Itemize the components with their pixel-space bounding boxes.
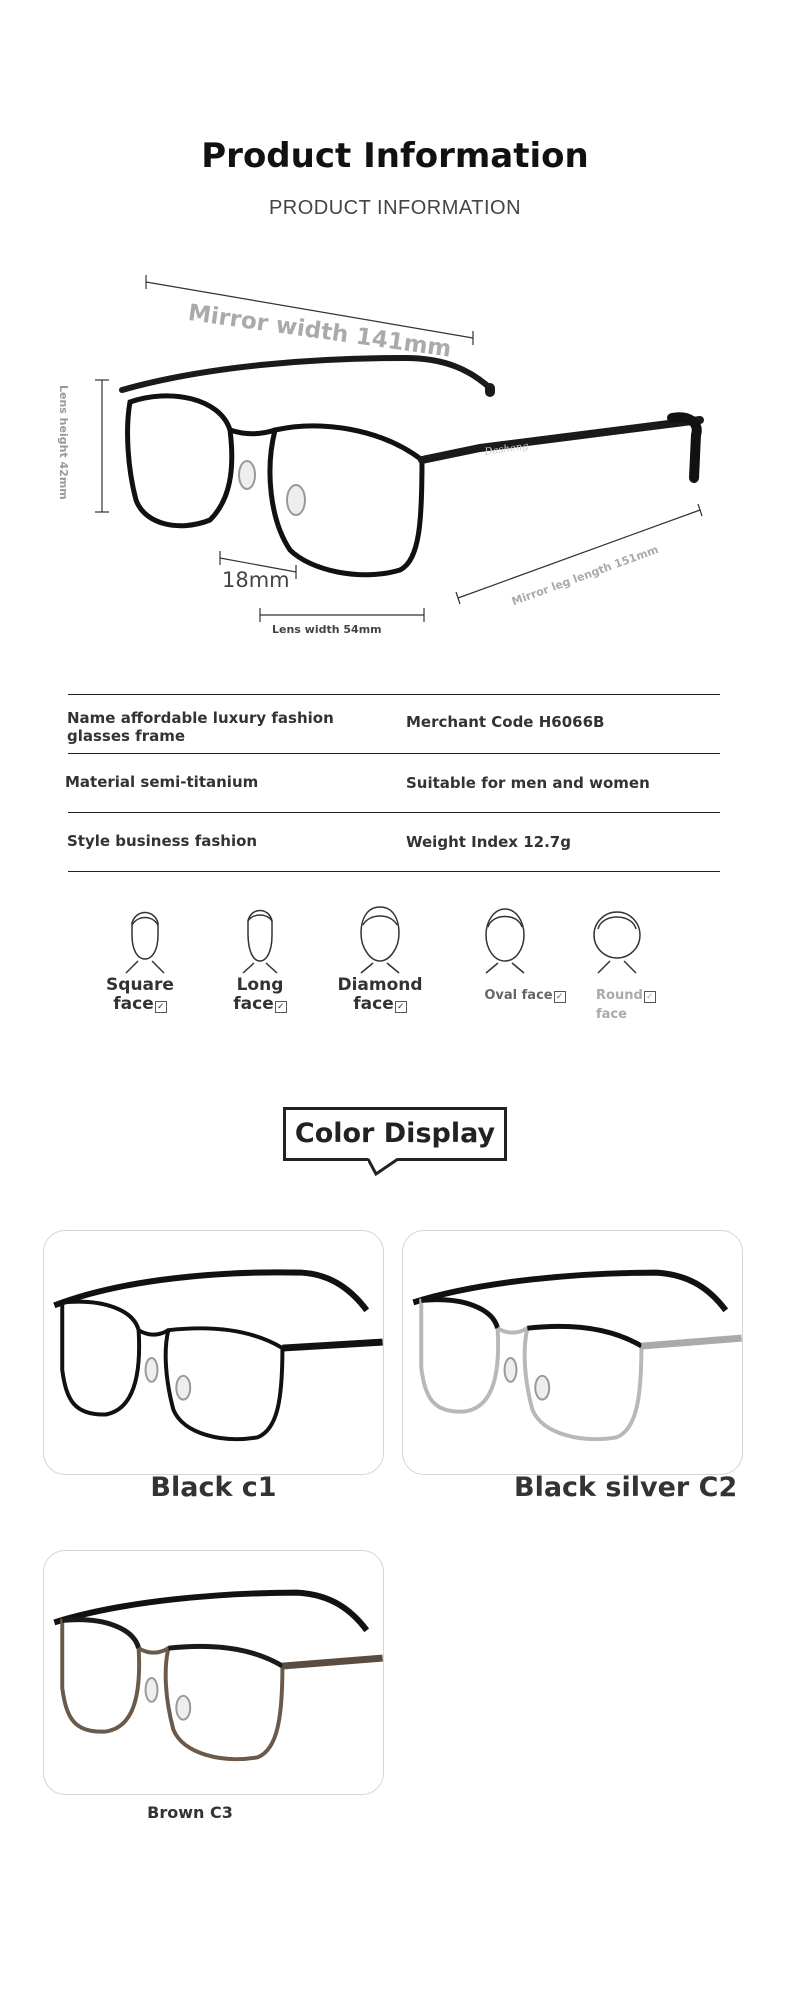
spec-divider — [68, 871, 720, 872]
glasses-black-silver-image — [403, 1231, 742, 1474]
check-icon: ✓ — [554, 991, 566, 1003]
spec-divider — [68, 694, 720, 695]
color-caption-black: Black c1 — [150, 1472, 277, 1503]
round-face-icon — [594, 912, 640, 973]
face-diamond: Diamond face ✓ — [337, 975, 423, 1014]
face-shape-icons — [120, 905, 660, 975]
face-oval: Oval face ✓ — [470, 986, 580, 1005]
color-card-brown[interactable] — [43, 1550, 384, 1795]
spec-merchant-code: Merchant Code H6066B — [406, 713, 605, 731]
color-display-heading: Color Display — [283, 1107, 507, 1161]
glasses-left-lens — [128, 396, 232, 526]
page-subtitle: PRODUCT INFORMATION — [268, 197, 522, 219]
face-square: Square face ✓ — [106, 975, 174, 1014]
temple-brand-text: Dasheng — [483, 440, 530, 458]
square-face-icon — [126, 913, 164, 974]
page-title: Product Information — [201, 136, 589, 176]
bridge-label: 18mm — [222, 568, 290, 592]
color-caption-brown: Brown C3 — [147, 1803, 233, 1822]
spec-weight: Weight Index 12.7g — [406, 833, 571, 851]
check-icon: ✓ — [155, 1001, 167, 1013]
color-caption-black-silver: Black silver C2 — [514, 1472, 738, 1503]
spec-style: Style business fashion — [67, 832, 258, 850]
mirror-width-label: Mirror width 141mm — [186, 300, 453, 363]
spec-name: Name affordable luxury fashion glasses frame — [67, 709, 334, 745]
spec-divider — [68, 753, 720, 754]
leg-length-dimension-line — [456, 504, 702, 604]
face-long: Long face ✓ — [220, 976, 300, 1014]
spec-divider — [68, 812, 720, 813]
lens-width-dimension-line — [260, 608, 424, 622]
oval-face-icon — [486, 909, 524, 973]
lens-height-dimension-line — [95, 380, 109, 512]
spec-suitable: Suitable for men and women — [406, 774, 650, 792]
face-round: Round ✓ face — [596, 986, 666, 1024]
glasses-black-image — [44, 1231, 383, 1474]
diamond-face-icon — [361, 907, 399, 973]
lens-width-label: Lens width 54mm — [272, 623, 382, 636]
long-face-icon — [243, 911, 277, 974]
check-icon: ✓ — [395, 1001, 407, 1013]
lens-height-label: Lens height 42mm — [57, 385, 70, 500]
check-icon: ✓ — [275, 1001, 287, 1013]
speech-bubble-tail — [368, 1158, 408, 1178]
glasses-temple — [122, 358, 490, 390]
color-card-black-silver[interactable] — [402, 1230, 743, 1475]
leg-length-label: Mirror leg length 151mm — [510, 542, 661, 609]
check-icon: ✓ — [644, 991, 656, 1003]
spec-material: Material semi-titanium — [65, 773, 259, 791]
glasses-brown-image — [44, 1551, 383, 1794]
color-card-black[interactable] — [43, 1230, 384, 1475]
